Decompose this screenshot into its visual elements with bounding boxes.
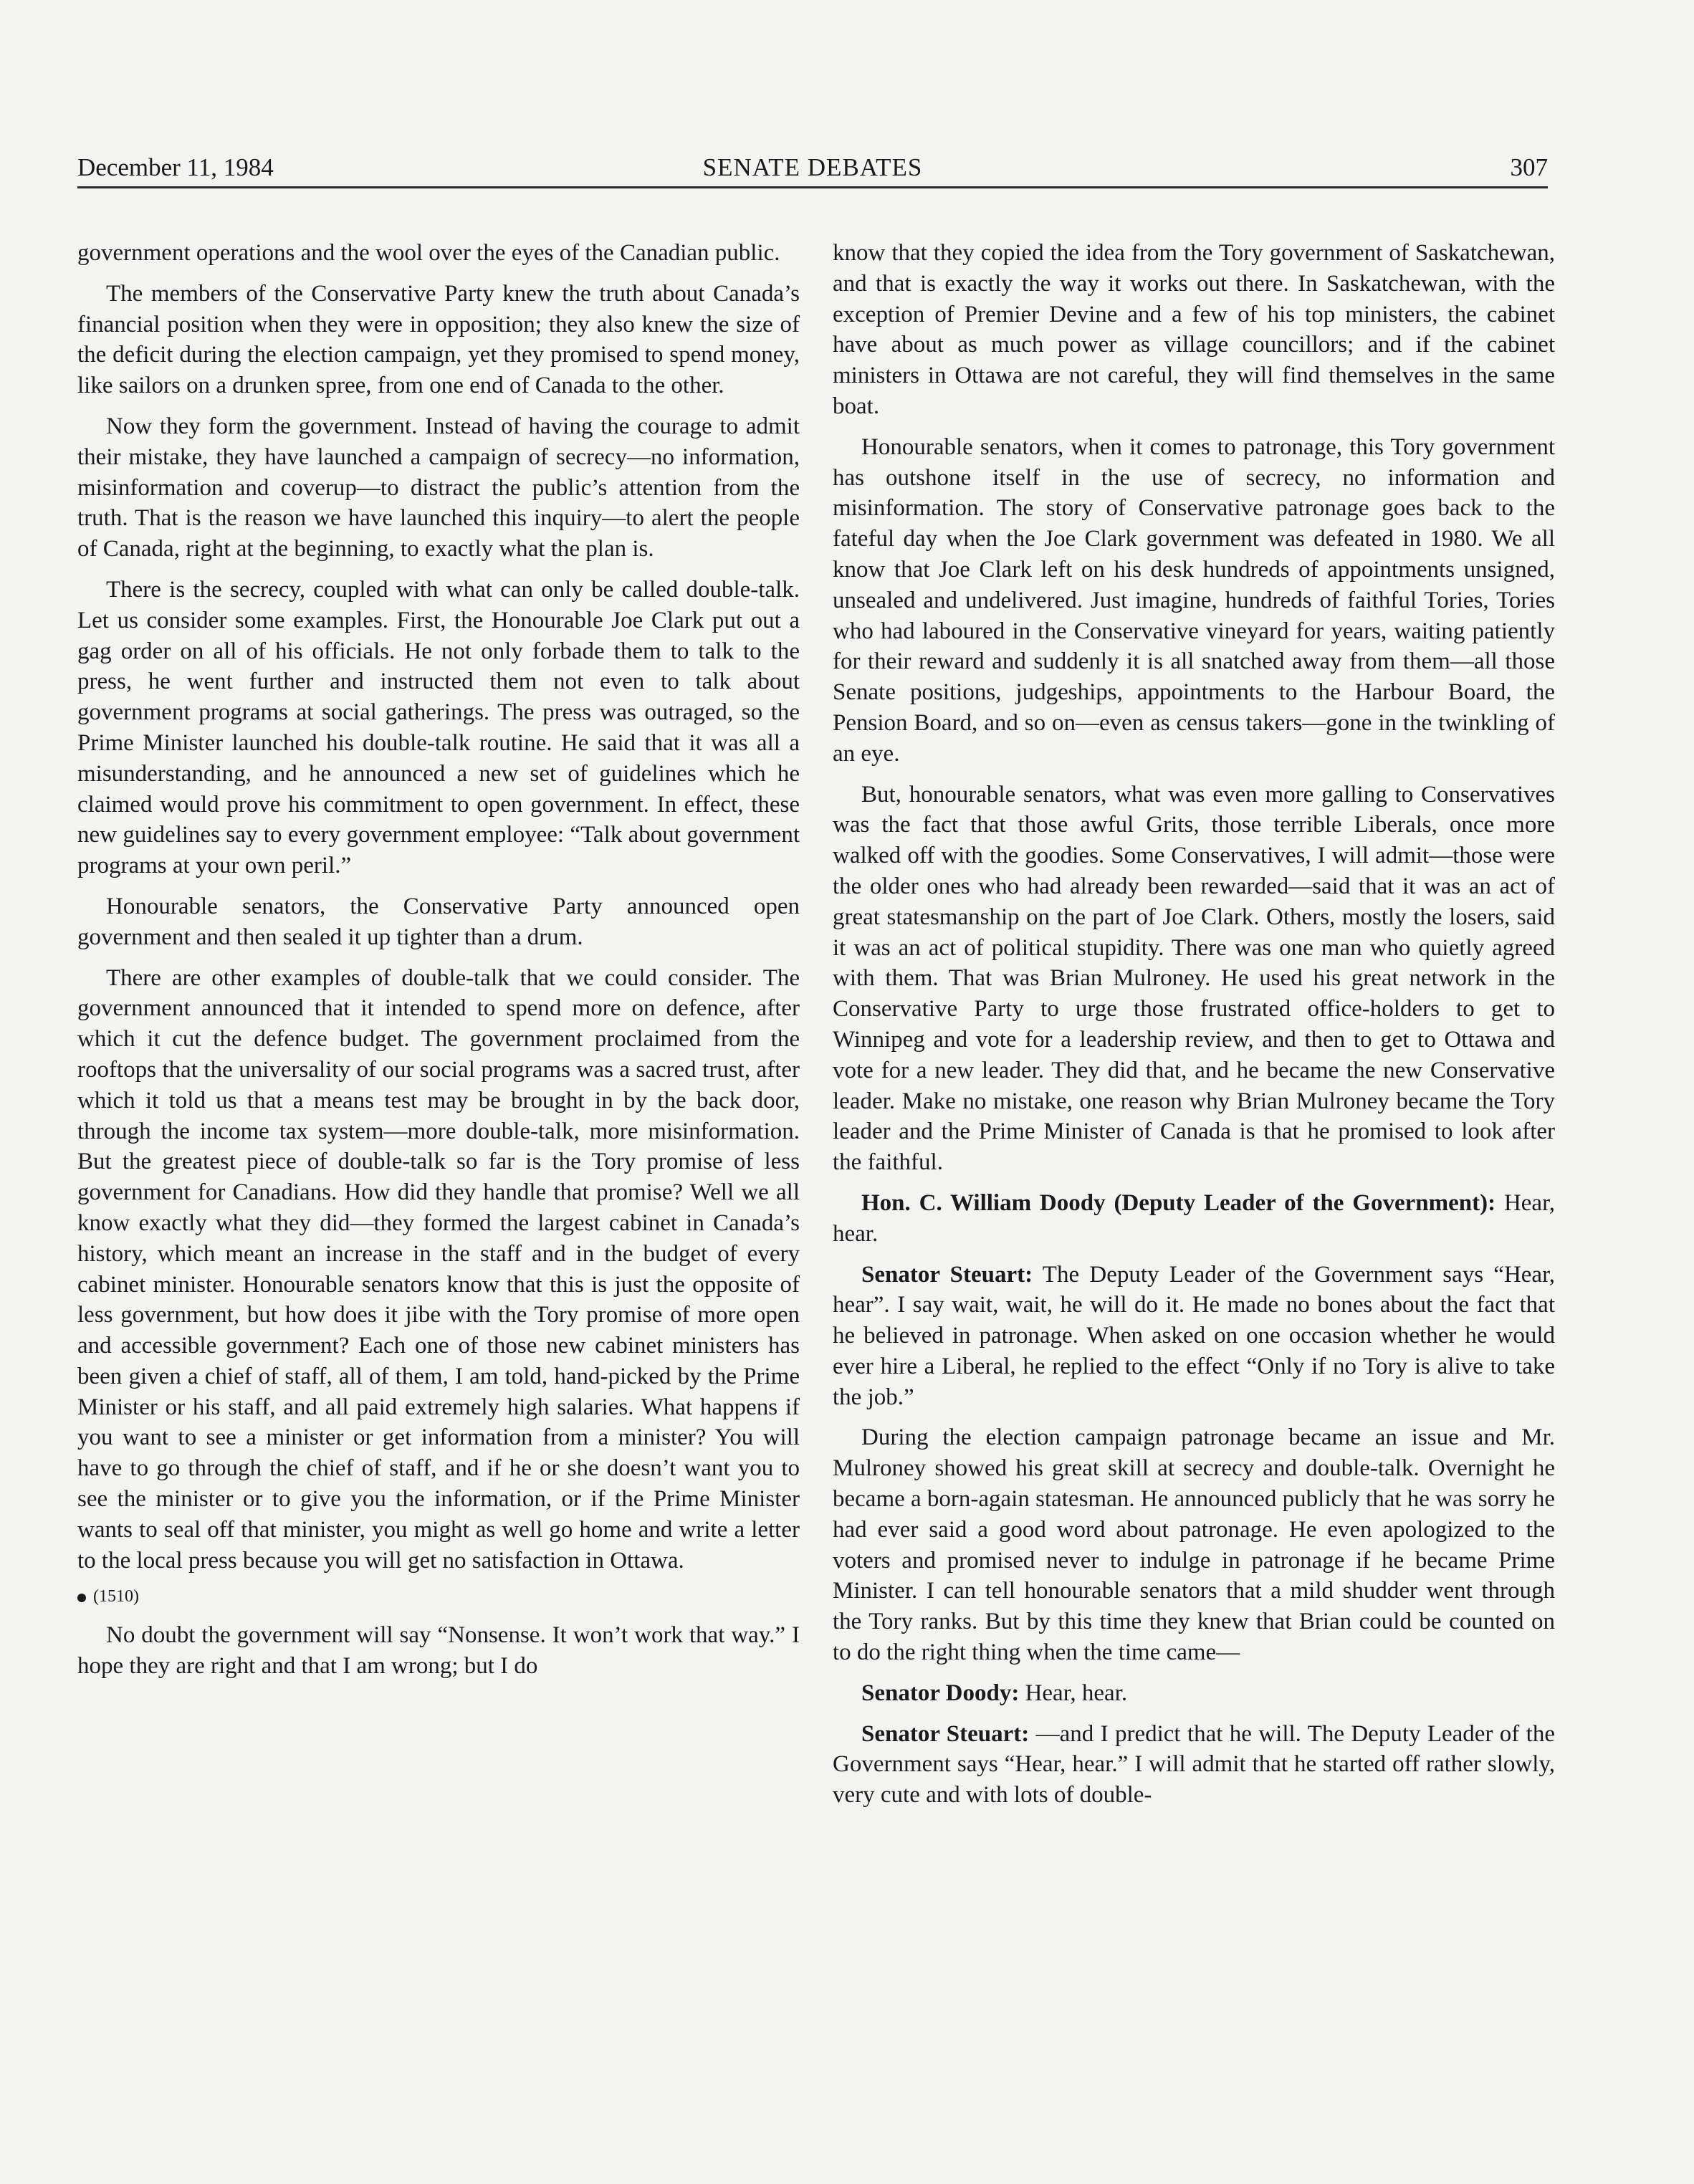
paragraph: During the election campaign patronage became an issue and Mr. Mulroney showed his great skill at secrecy and double-talk. Overnight he became a born-again statesman. He announced publicly that he was sorry he had ever said a good word about patronage. He even apologized to the voters and promised never to indulge in patronage if he became Prime Minister. I can tell honourable senators that a mild shudder went through the Tory ranks. But by this time they knew that Brian could be counted on to do the right thing when the time came—: [833, 1424, 1555, 1666]
speech-steuart: [833, 1719, 1555, 1811]
speech-doody: [833, 1678, 1555, 1709]
speaker-name: Senator Doody:: [861, 1680, 1020, 1706]
paragraph: know that they copied the idea from the Tory government of Saskatchewan, and that is exactly the way it works out there. In Saskatchewan, with the exception of Premier Devine and a few of his top ministers, the cabinet have about as much power as village councillors; and if the cabinet ministers in Ottawa are not careful, they will find themselves in the same boat.: [833, 240, 1555, 419]
paragraph: The members of the Conservative Party knew the truth about Canada’s financial position when they were in opposition; they also knew the size of the deficit during the election campaign, yet they promised to spend money, like sailors on a drunken spree, from one end of Canada to the other.: [77, 280, 800, 399]
speaker-name: Senator Steuart:: [861, 1261, 1033, 1288]
speech-text: Hear, hear.: [833, 1189, 1555, 1247]
header-title: SENATE DEBATES: [702, 153, 923, 181]
speaker-name: Senator Steuart:: [861, 1720, 1030, 1747]
speaker-name: Hon. C. William Doody (Deputy Leader of the Government):: [861, 1189, 1496, 1216]
speech-text: —and I predict that he will. The Deputy Leader of the Government says “Hear, hear.” I will admit that he started off rather slowly, very cute and with lots of double-: [833, 1720, 1555, 1809]
bullet-icon: [77, 1594, 86, 1602]
paragraph: No doubt the government will say “Nonsense. It won’t work that way.” I hope they are right and that I am wrong; but I do: [77, 1622, 800, 1680]
time-marker: [77, 1586, 800, 1607]
speech-steuart: [833, 1260, 1555, 1413]
page-header: [77, 150, 1548, 185]
paragraph: But, honourable senators, what was even more galling to Conservatives was the fact that those awful Grits, those terrible Liberals, once more walked off with the goodies. Some Conservatives, I will admit—those were the older ones who had already been rewarded—said that it was an act of great statesmanship on the part of Joe Clark. Others, mostly the losers, said it was an act of political stupidity. There was one man who quietly agreed with them. That was Brian Mulroney. He used his great network in the Conservative Party to urge those frustrated office-holders to get to Winnipeg and vote for a leadership review, and then to get to Ottawa and vote for a new leader. They did that, and he became the new Conservative leader. Make no mistake, one reason why Brian Mulroney became the Tory leader and the Prime Minister of Canada is that he promised to look after the faithful.: [833, 781, 1555, 1176]
header-rule: [77, 186, 1548, 188]
paragraph: Now they form the government. Instead of having the courage to admit their mistake, they have launched a campaign of secrecy—no information, misinformation and coverup—to distract the public’s attention from the truth. That is the reason we have launched this inquiry—to alert the people of Canada, right at the beginning, to exactly what the plan is.: [77, 413, 800, 562]
paragraph: government operations and the wool over the eyes of the Canadian public.: [77, 240, 780, 266]
right-column: [833, 238, 1555, 1821]
page-number: 307: [1510, 153, 1548, 181]
paragraph: There are other examples of double-talk that we could consider. The government announced that it intended to spend more on defence, after which it cut the defence budget. The government proclaimed from the rooftops that the universality of our social programs was a sacred trust, after which it told us that a means test may be brought in by the back door, through the income tax system—more double-talk, more misinformation. But the greatest piece of double-talk so far is the Tory promise of less government for Canadians. How did they handle that promise? Well we all know exactly what they did—they formed the largest cabinet in Canada’s history, which meant an increase in the staff and in the budget of every cabinet minister. Honourable senators know that this is just the opposite of less government, but how does it jibe with the Tory promise of more open and accessible government? Each one of those new cabinet ministers has been given a chief of staff, all of them, I am told, hand-picked by the Prime Minister or his staff, and all paid extremely high salaries. What happens if you want to see a minister or get information from a minister? You will have to go through the chief of staff, and if he or she doesn’t want you to see the minister or to give you the information, or if the Prime Minister wants to seal off that minister, you might as well go home and write a letter to the local press because you will get no satisfaction in Ottawa.: [77, 964, 800, 1574]
speech-text: Hear, hear.: [1019, 1680, 1128, 1706]
speech-doody: [833, 1188, 1555, 1250]
paragraph: Honourable senators, the Conservative Party announced open government and then sealed it up tighter than a drum.: [77, 893, 800, 950]
time-marker-text: (1510): [93, 1587, 139, 1606]
paragraph: There is the secrecy, coupled with what can only be called double-talk. Let us consider some examples. First, the Honourable Joe Clark put out a gag order on all of his officials. He not only forbade them to talk to the press, he went further and instructed them not even to talk about government programs at social gatherings. The press was outraged, so the Prime Minister launched his double-talk routine. He said that it was all a misunderstanding, and he announced a new set of guidelines which he claimed would prove his commitment to open government. In effect, these new guidelines say to every government employee: “Talk about government programs at your own peril.”: [77, 576, 800, 879]
left-column: [77, 238, 800, 1692]
paragraph: Honourable senators, when it comes to patronage, this Tory government has outshone itself in the use of secrecy, no information and misinformation. The story of Conservative patronage goes back to the fateful day when the Joe Clark government was defeated in 1980. We all know that Joe Clark left on his desk hundreds of appointments unsigned, unsealed and undelivered. Just imagine, hundreds of faithful Tories, Tories who had laboured in the Conservative vineyard for years, waiting patiently for their reward and suddenly it is all snatched away from them—all those Senate positions, judgeships, appointments to the Harbour Board, the Pension Board, and so on—even as census takers—gone in the twinkling of an eye.: [833, 434, 1555, 767]
header-date: December 11, 1984: [77, 153, 274, 181]
speech-text: The Deputy Leader of the Government says “Hear, hear”. I say wait, wait, he will do it. He made no bones about the fact that he believed in patronage. When asked on one occasion whether he would ever hire a Liberal, he replied to the effect “Only if no Tory is alive to take the job.”: [833, 1261, 1555, 1410]
